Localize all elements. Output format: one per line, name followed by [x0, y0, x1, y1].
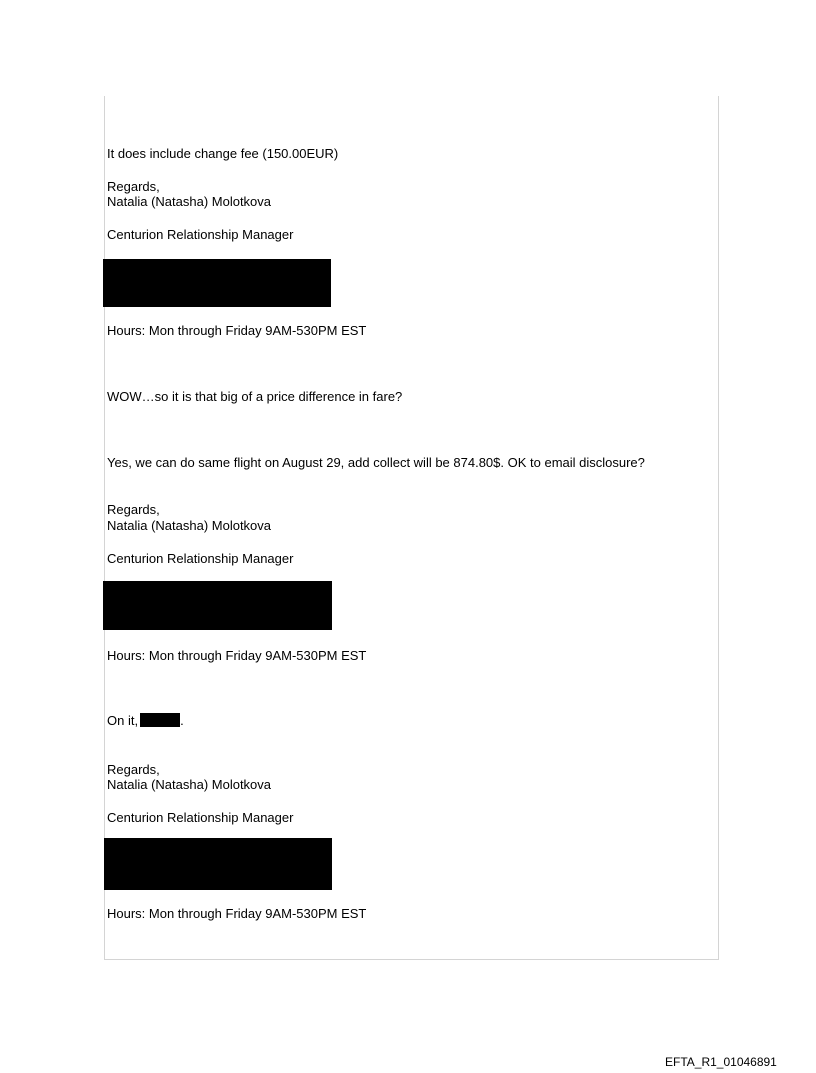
signature-regards: Regards,: [107, 502, 160, 517]
redaction-block: [103, 259, 331, 307]
redaction-block: [103, 581, 332, 630]
on-it-message: [107, 713, 184, 728]
signature-hours: Hours: Mon through Friday 9AM-530PM EST: [107, 323, 367, 338]
signature-title: Centurion Relationship Manager: [107, 810, 294, 825]
signature-regards: Regards,: [107, 762, 160, 777]
signature-name: Natalia (Natasha) Molotkova: [107, 518, 272, 533]
change-fee-line: It does include change fee (150.00EUR): [107, 146, 339, 161]
wow-message: WOW…so it is that big of a price difference in fare?: [107, 389, 403, 404]
signature-title: Centurion Relationship Manager: [107, 551, 294, 566]
signature-name: Natalia (Natasha) Molotkova: [107, 777, 272, 792]
signature-title: Centurion Relationship Manager: [107, 227, 294, 242]
reply-message: Yes, we can do same flight on August 29, add collect will be 874.80$. OK to email disclosure?: [107, 455, 645, 470]
signature-name: Natalia (Natasha) Molotkova: [107, 194, 272, 209]
on-it-prefix: On it,: [107, 713, 139, 728]
redaction-block: [104, 838, 332, 890]
signature-hours: Hours: Mon through Friday 9AM-530PM EST: [107, 648, 367, 663]
inline-redaction: [140, 713, 180, 727]
signature-regards: Regards,: [107, 179, 160, 194]
document-id: EFTA_R1_01046891: [665, 1055, 777, 1069]
on-it-suffix: .: [180, 713, 184, 728]
signature-hours: Hours: Mon through Friday 9AM-530PM EST: [107, 906, 367, 921]
